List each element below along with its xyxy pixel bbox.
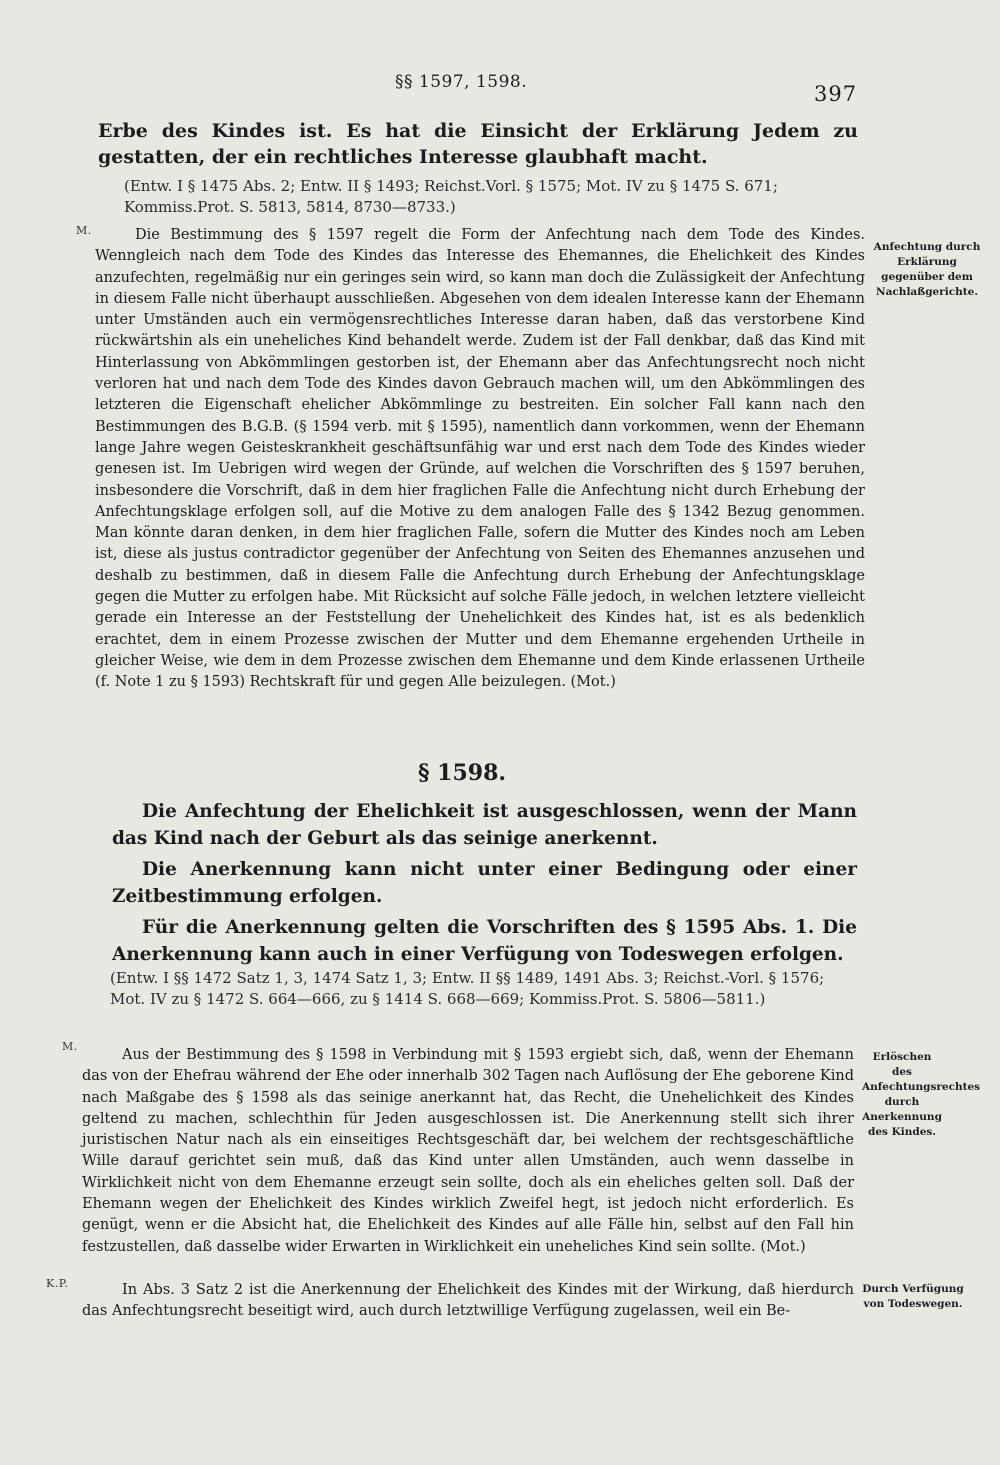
law-paragraph: Die Anfechtung der Ehelichkeit ist ausgeschlossen, wenn der Mann das Kind nach der Geburt als das seinige anerkennt. bbox=[112, 801, 857, 849]
margin-note-1: Anfechtung durch Erklärung gegenüber dem Nachlaßgerichte. bbox=[873, 241, 981, 298]
page-number: 397 bbox=[814, 82, 858, 106]
commentary-1598-kp: In Abs. 3 Satz 2 ist die Anerkennung der Ehelichkeit des Kindes mit der Wirkung, daß hierdurch das Anfechtungsrecht beseitigt wird, auch durch letztwillige Verfügung zugelassen, weil ein Be- bbox=[82, 1282, 854, 1320]
source-label-m: M. bbox=[62, 1040, 78, 1053]
source-label-m: M. bbox=[76, 224, 92, 237]
margin-note-2: Erlöschen des Anfechtungsrechtes durch Anerkennung des Kindes. bbox=[862, 1051, 981, 1138]
law-paragraph: Für die Anerkennung gelten die Vorschriften des § 1595 Abs. 1. Die Anerkennung kann auch in einer Verfügung von Todeswegen erfolgen. bbox=[112, 917, 857, 965]
continued-law-text: Erbe des Kindes ist. Es hat die Einsicht der Erklärung Jedem zu gestatten, der ein rechtliches Interesse glaubhaft macht. bbox=[98, 120, 858, 168]
running-header: §§ 1597, 1598. bbox=[395, 72, 528, 92]
margin-note-3: Durch Verfügung von Todeswegen. bbox=[862, 1283, 964, 1310]
section-heading: § 1598. bbox=[418, 760, 507, 786]
law-text-1598 bbox=[112, 798, 857, 972]
law-paragraph: Die Anerkennung kann nicht unter einer Bedingung oder einer Zeitbestimmung erfolgen. bbox=[112, 859, 857, 907]
citation-1598: (Entw. I §§ 1472 Satz 1, 3, 1474 Satz 1, 3; Entw. II §§ 1489, 1491 Abs. 3; Reichst.-Vorl. § 1576; Mot. IV zu § 1472 S. 664—666, zu § 1414 S. 668—669; Kommiss.Prot. S. 5806—5811.) bbox=[110, 969, 825, 1008]
commentary-1598: Aus der Bestimmung des § 1598 in Verbindung mit § 1593 ergiebt sich, daß, wenn der Ehemann das von der Ehefrau während der Ehe oder innerhalb 302 Tagen nach Auflösung der Ehe geborene Kind nach Maßgabe des § 1598 als das seinige anerkannt hat, das Recht, die Unehelichkeit des Kindes geltend zu machen, schlechthin für Jeden ausgeschlossen ist. Die Anerkennung stellt sich ihrer juristischen Natur nach als ein einseitiges Rechtsgeschäft dar, bei welchem der rechtsgeschäftliche Wille darauf gerichtet sein muß, daß das Kind unter allen Umständen, auch wenn dasselbe in Wirklichkeit nicht von dem Ehemanne erzeugt sein sollte, doch als ein eheliches gelten soll. Daß der Ehemann wegen der Ehelichkeit des Kindes wirklich Zweifel hegt, ist jedoch nicht erforderlich. Es genügt, wenn er die Absicht hat, die Ehelichkeit des Kindes auf alle Fälle hin, selbst auf den Fall hin festzustellen, daß dasselbe wider Erwarten in Wirklichkeit ein uneheliches Kind sein sollte. (Mot.) bbox=[82, 1047, 854, 1255]
source-label-kp: K.P. bbox=[46, 1277, 69, 1290]
commentary-1597: Die Bestimmung des § 1597 regelt die Form der Anfechtung nach dem Tode des Kindes. Wenngleich nach dem Tode des Kindes das Interesse des Ehemannes, die Ehelichkeit des Kindes anzufechten, regelmäßig nur ein geringes sein wird, so kann man doch die Zulässigkeit der Anfechtung in diesem Falle nicht überhaupt ausschließen. Abgesehen von dem idealen Interesse kann der Ehemann unter Umständen auch ein vermögensrechtliches Interesse daran haben, daß das verstorbene Kind rückwärtshin als ein uneheliches Kind behandelt werde. Zudem ist der Fall denkbar, daß das Kind mit Hinterlassung von Abkömmlingen gestorben ist, der Ehemann aber das Anfechtungsrecht noch nicht verloren hat und nach dem Tode des Kindes davon Gebrauch machen will, um den Abkömmlingen des letzteren die Eigenschaft ehelicher Abkömmlinge zu bestreiten. Ein solcher Fall kann nach den Bestimmungen des B.G.B. (§ 1594 verb. mit § 1595), namentlich dann vorkommen, wenn der Ehemann lange Jahre wegen Geisteskrankheit geschäftsunfähig war und erst nach dem Tode des Kindes wieder genesen ist. Im Uebrigen wird wegen der Gründe, auf welchen die Vorschriften des § 1597 beruhen, insbesondere die Vorschrift, daß in dem hier fraglichen Falle die Anfechtung nicht durch Erhebung der Anfechtungsklage erfolgen soll, auf die Motive zu dem analogen Falle des § 1342 Bezug genommen. Man könnte daran denken, in dem hier fraglichen Falle, sofern die Mutter des Kindes noch am Leben ist, diese als justus contradictor gegenüber der Anfechtung von Seiten des Ehemannes anzusehen und deshalb zu bestimmen, daß in diesem Falle die Anfechtung durch Erhebung der Anfechtungsklage gegen die Mutter zu erfolgen habe. Mit Rücksicht auf solche Fälle jedoch, in welchen letztere vielleicht gerade ein Interesse an der Feststellung der Unehelichkeit des Kindes hat, ist es als bedenklich erachtet, dem in einem Prozesse zwischen der Mutter und dem Ehemanne ergehenden Urtheile in gleicher Weise, wie dem in dem Prozesse zwischen dem Ehemanne und dem Kinde erlassenen Urtheile (f. Note 1 zu § 1593) Rechtskraft für und gegen Alle beizulegen. (Mot.) bbox=[95, 227, 865, 691]
citation-1597: (Entw. I § 1475 Abs. 2; Entw. II § 1493; Reichst.Vorl. § 1575; Mot. IV zu § 1475 S. 671; Kommiss.Prot. S. 5813, 5814, 8730—8733.) bbox=[124, 177, 778, 216]
